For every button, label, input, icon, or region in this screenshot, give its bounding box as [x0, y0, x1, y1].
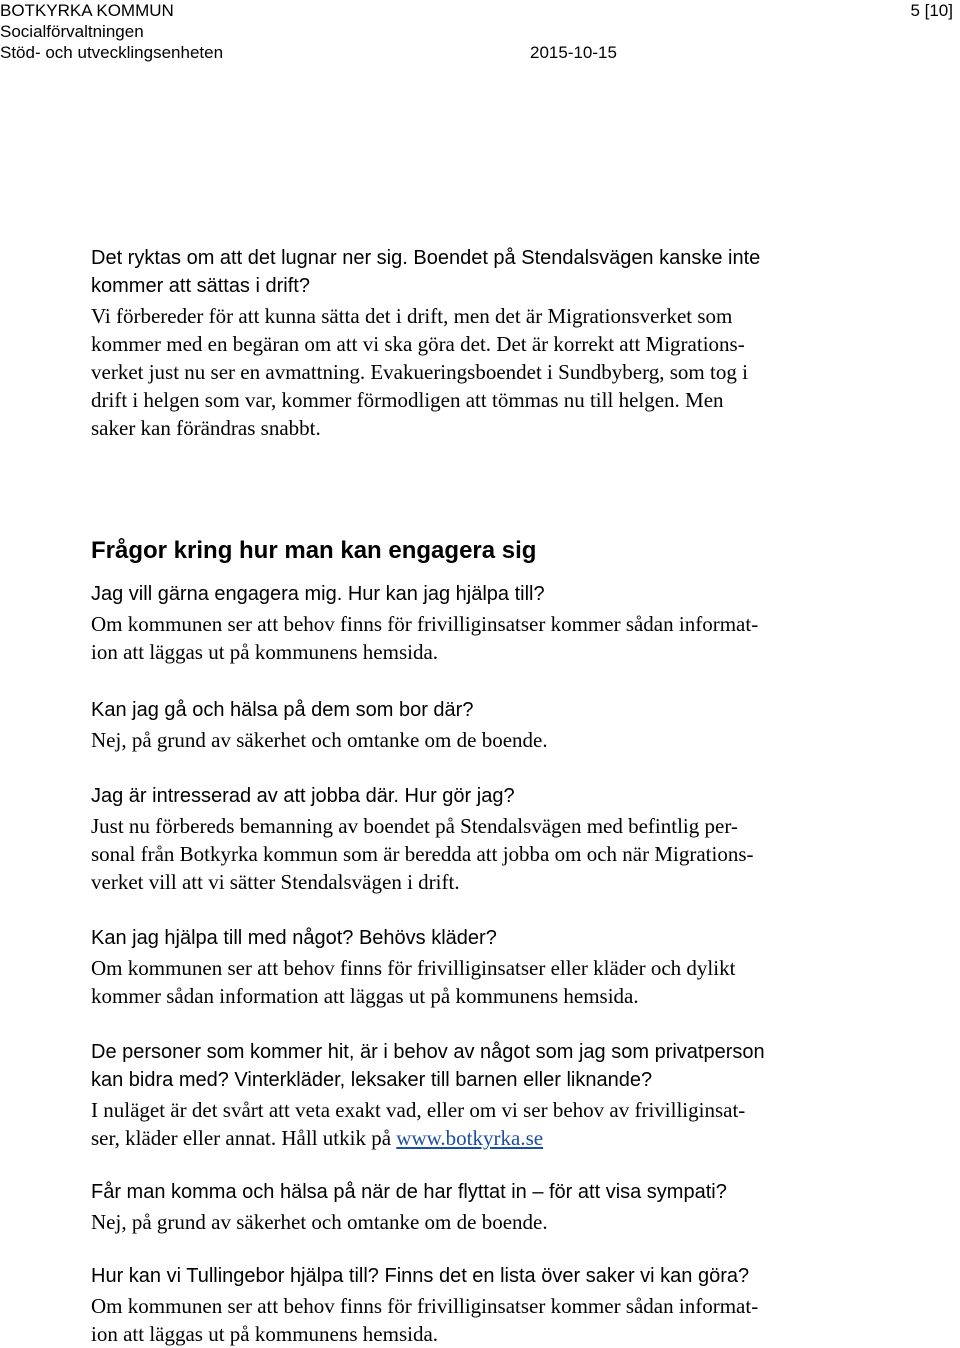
- faq-answer-line: [91, 1124, 851, 1152]
- faq-item: [91, 696, 851, 754]
- faq-item: [91, 580, 851, 666]
- faq-question: kan bidra med? Vinterkläder, leksaker till barnen eller liknande?: [91, 1069, 653, 1091]
- intro-answer-line: verket just nu ser en avmattning. Evakueringsboendet i Sundbyberg, som tog i: [91, 360, 748, 384]
- faq-answer-line: ion att läggas ut på kommunens hemsida.: [91, 1322, 439, 1346]
- faq-question: Kan jag gå och hälsa på dem som bor där?: [91, 699, 474, 721]
- faq-answer-line: verket vill att vi sätter Stendalsvägen i drift.: [91, 870, 460, 894]
- faq-answer-line: I nuläget är det svårt att veta exakt vad, eller om vi ser behov av frivilliginsat-: [91, 1098, 746, 1122]
- faq-answer-line: Nej, på grund av säkerhet och omtanke om de boende.: [91, 728, 548, 752]
- intro-question-line: Det ryktas om att det lugnar ner sig. Boendet på Stendalsvägen kanske inte: [91, 247, 761, 269]
- section-heading: Frågor kring hur man kan engagera sig: [91, 537, 537, 564]
- intro-answer-line: kommer med en begäran om att vi ska göra det. Det är korrekt att Migrations-: [91, 332, 745, 356]
- faq-answer-line: Nej, på grund av säkerhet och omtanke om de boende.: [91, 1210, 548, 1234]
- faq-item: [91, 1178, 851, 1236]
- botkyrka-website-link[interactable]: www.botkyrka.se: [396, 1126, 544, 1150]
- faq-item: [91, 924, 851, 1010]
- faq-answer-line: ion att läggas ut på kommunens hemsida.: [91, 640, 439, 664]
- intro-answer-line: saker kan förändras snabbt.: [91, 416, 321, 440]
- page-number: 5 [10]: [910, 1, 953, 20]
- faq-item: [91, 1262, 851, 1348]
- faq-question: Får man komma och hälsa på när de har flyttat in – för att visa sympati?: [91, 1181, 727, 1203]
- document-date: 2015-10-15: [530, 43, 617, 62]
- intro-question-line: kommer att sättas i drift?: [91, 275, 310, 297]
- faq-answer-line: Just nu förbereds bemanning av boendet på Stendalsvägen med befintlig per-: [91, 814, 738, 838]
- faq-question: Jag är intresserad av att jobba där. Hur gör jag?: [91, 785, 515, 807]
- faq-question: Jag vill gärna engagera mig. Hur kan jag hjälpa till?: [91, 583, 545, 605]
- intro-block: [91, 244, 851, 442]
- faq-answer-line: sonal från Botkyrka kommun som är beredda att jobba om och när Migrations-: [91, 842, 754, 866]
- faq-item: [91, 782, 851, 896]
- document-header: [0, 0, 960, 63]
- unit-name: Stöd- och utvecklingsenheten: [0, 43, 224, 62]
- intro-answer-line: Vi förbereder för att kunna sätta det i drift, men det är Migrationsverket som: [91, 304, 733, 328]
- intro-answer-line: drift i helgen som var, kommer förmodligen att tömmas nu till helgen. Men: [91, 388, 724, 412]
- faq-question: Hur kan vi Tullingebor hjälpa till? Finns det en lista över saker vi kan göra?: [91, 1265, 750, 1287]
- org-name: BOTKYRKA KOMMUN: [0, 1, 174, 20]
- faq-answer-text: ser, kläder eller annat. Håll utkik på: [91, 1126, 397, 1150]
- faq-item: [91, 1038, 851, 1152]
- department-name: Socialförvaltningen: [0, 22, 144, 41]
- faq-answer-line: kommer sådan information att läggas ut på kommunens hemsida.: [91, 984, 639, 1008]
- faq-answer-line: Om kommunen ser att behov finns för frivilliginsatser kommer sådan informat-: [91, 1294, 759, 1318]
- faq-answer-line: Om kommunen ser att behov finns för frivilliginsatser eller kläder och dylikt: [91, 956, 736, 980]
- faq-answer-line: Om kommunen ser att behov finns för frivilliginsatser kommer sådan informat-: [91, 612, 759, 636]
- faq-question: Kan jag hjälpa till med något? Behövs kläder?: [91, 927, 497, 949]
- faq-question: De personer som kommer hit, är i behov av något som jag som privatperson: [91, 1041, 765, 1063]
